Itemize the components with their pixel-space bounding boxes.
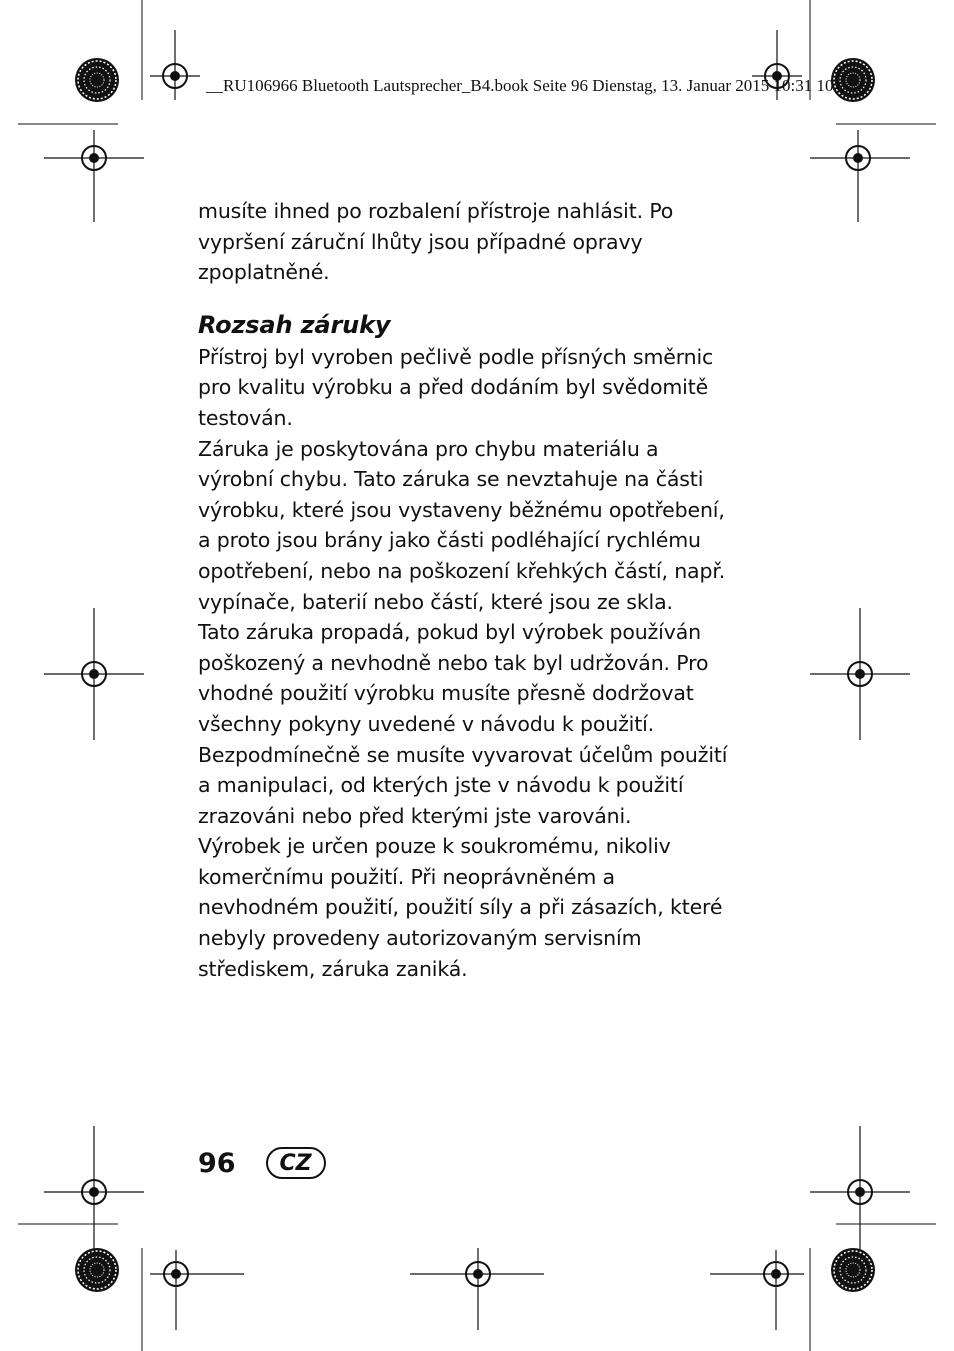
paragraph: Tato záruka propadá, pokud byl výrobek používán poškozený a nevhodně nebo tak byl udržován. Pro vhodné použití výrobku musíte přesně dodržovat všechny pokyny uvedené v návodu k použití. Bezpodmínečně se musíte vyvarovat účelům použití a manipulaci, od kterých jste v návodu k použití zrazováni nebo před kterými jste varováni. [198,620,728,828]
page-footer [198,1140,326,1186]
language-code: CZ [279,1150,312,1176]
paragraph: Výrobek je určen pouze k soukromému, nikoliv komerčnímu použití. Při neoprávněném a nevhodném použití, použití síly a při zásazích, které nebyly provedeny autorizovaným servisním střediskem, záruka zaniká. [198,834,723,981]
section-heading: Rozsah záruky [198,310,391,339]
print-slug-line: __RU106966 Bluetooth Lautsprecher_B4.book Seite 96 Dienstag, 13. Januar 2015 10:31 10 [206,76,834,95]
page-number: 96 [198,1147,236,1179]
paragraph: Přístroj byl vyroben pečlivě podle přísných směrnic pro kvalitu výrobku a před dodáním byl svědomitě testován. [198,344,714,430]
page-content [198,196,738,984]
intro-paragraph: musíte ihned po rozbalení přístroje nahlásit. Po vypršení záruční lhůty jsou případné opravy zpoplatněné. [198,199,674,285]
paragraph: Záruka je poskytována pro chybu materiálu a výrobní chybu. Tato záruka se nevztahuje na části výrobku, které jsou vystaveny běžnému opotřebení, a proto jsou brány jako části podléhající rychlému opotřebení, nebo na poškození křehkých částí, např. vypínače, baterií nebo částí, které jsou ze skla. [198,436,726,614]
language-badge [266,1147,326,1179]
